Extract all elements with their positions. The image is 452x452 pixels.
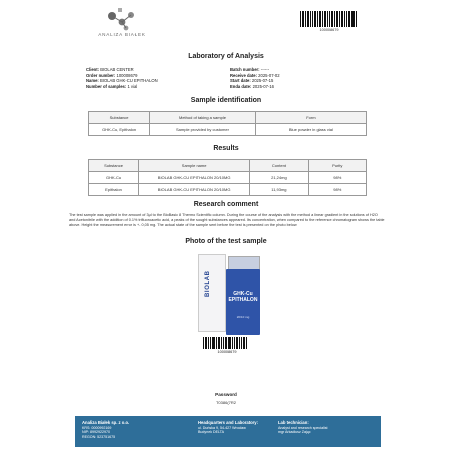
table-header-cell: Purity	[308, 160, 366, 172]
results-title: Results	[213, 145, 239, 152]
end-value: 2025-07-16	[252, 83, 274, 89]
footer-hq-line2: Budynek DELTA	[198, 430, 225, 435]
start-label: Start date:	[230, 78, 251, 84]
vial-label: GHK-Cu EPITHALON	[228, 291, 258, 303]
barcode-top	[300, 11, 358, 27]
table-cell: 98%	[308, 184, 366, 196]
table-row	[89, 184, 367, 196]
report-title: Laboratory of Analysis	[188, 53, 264, 60]
barcode-top-number: 100008679	[319, 28, 339, 32]
table-header-cell: Substance	[89, 160, 139, 172]
table-row	[89, 124, 367, 136]
vial	[226, 269, 260, 335]
batch-label: Batch number:	[230, 67, 260, 72]
table-header-row	[89, 112, 367, 124]
footer-headquarters	[198, 421, 258, 435]
start-value: 2025-07-15	[251, 78, 274, 84]
barcode-bottom-number: 100008679	[217, 350, 237, 354]
footer-tech-title: Lab technician:	[278, 420, 309, 425]
research-comment-text: The test sample was applied in the amount of 3μl to the BioBasic 8 Thermo Scientific column. During the course of the analysis with the method a linear gradient in the solutions of H2O and Acetonitrile with the addition of 0.1% trifluoroacetic acid, a peaks of the sought substances appeared. Its concentration, when compared to the reference chromatogram shows the table above. Height the measurement error is +- 0,05 mg. The actual state of the sample sent before the test is presented on the photo below	[69, 213, 385, 227]
table-row	[89, 172, 367, 184]
table-cell: GHK-Cu, Epithalon	[89, 124, 150, 136]
receive-label: Receive date:	[230, 72, 257, 78]
footer-technician	[278, 421, 328, 435]
molecule-logo-icon	[98, 8, 146, 32]
table-header-cell: Substance	[89, 112, 150, 124]
table-header-cell: Form	[255, 112, 366, 124]
footer-company-title: Analiza Białek sp. z o.o.	[82, 420, 130, 425]
table-header-cell: Method of taking a sample	[150, 112, 256, 124]
sample-table	[88, 111, 367, 136]
password-value: T0386(7R2	[215, 400, 236, 405]
batch-value: ------	[260, 67, 270, 72]
footer-hq-line1: ul. Duńska 9, 54-427 Wrocław	[198, 425, 246, 430]
table-cell: Epithalon	[89, 184, 139, 196]
product-box	[198, 254, 226, 332]
table-cell: 98%	[308, 172, 366, 184]
footer-nip: NIP: 8992922970	[82, 430, 110, 435]
end-label: Enda date:	[230, 83, 252, 89]
table-cell: BIOLAB GHK-CU EPITHALON 20/10MG	[139, 172, 250, 184]
footer-regon: REGON: 523751675	[82, 434, 116, 439]
footer-hq-title: Headquarters and Laboratory:	[198, 420, 259, 425]
vial-dose: 20/10 mg	[236, 315, 250, 319]
footer-tech-line2: mgr Arkadiusz Zając	[278, 430, 311, 435]
sample-photo	[184, 254, 270, 374]
box-label: BIOLAB	[205, 270, 211, 297]
brand-name: ANALIZA BIAŁEK	[98, 32, 146, 37]
footer-krs: KRS: 0000992169	[82, 425, 112, 430]
order-label: Order number:	[86, 72, 116, 78]
receive-value: 2025-07-02	[258, 72, 280, 78]
table-cell: Blue powder in glass vial	[255, 124, 366, 136]
table-header-cell: Sample name	[139, 160, 250, 172]
password-label: Password	[215, 392, 237, 397]
footer-company	[82, 421, 129, 439]
research-comment-title: Research comment	[193, 201, 259, 208]
client-label: Client:	[86, 67, 100, 72]
client-value: BIOLAB CENTER	[100, 67, 134, 72]
samples-value: 1 vial	[127, 83, 138, 89]
table-header-cell: Content	[250, 160, 308, 172]
sample-identification-title: Sample identification	[190, 97, 262, 104]
footer	[75, 416, 381, 447]
name-label: Name:	[86, 78, 99, 84]
order-value: 100008679	[116, 72, 138, 78]
table-cell: 21,24mg	[250, 172, 308, 184]
info-left	[86, 67, 158, 89]
table-cell: Sample provided by customer	[150, 124, 256, 136]
table-cell: GHK-Cu	[89, 172, 139, 184]
samples-label: Number of samples:	[86, 83, 127, 89]
name-value: BIOLAB GHK-CU EPITHALON	[99, 78, 158, 84]
table-cell: 11,93mg	[250, 184, 308, 196]
footer-tech-line1: Analyst and research specialist	[278, 425, 328, 430]
table-cell: BIOLAB GHK-CU EPITHALON 20/10MG	[139, 184, 250, 196]
results-table	[88, 159, 367, 196]
info-right	[230, 67, 280, 89]
barcode-bottom	[201, 337, 253, 349]
table-header-row	[89, 160, 367, 172]
photo-title: Photo of the test sample	[185, 238, 267, 245]
